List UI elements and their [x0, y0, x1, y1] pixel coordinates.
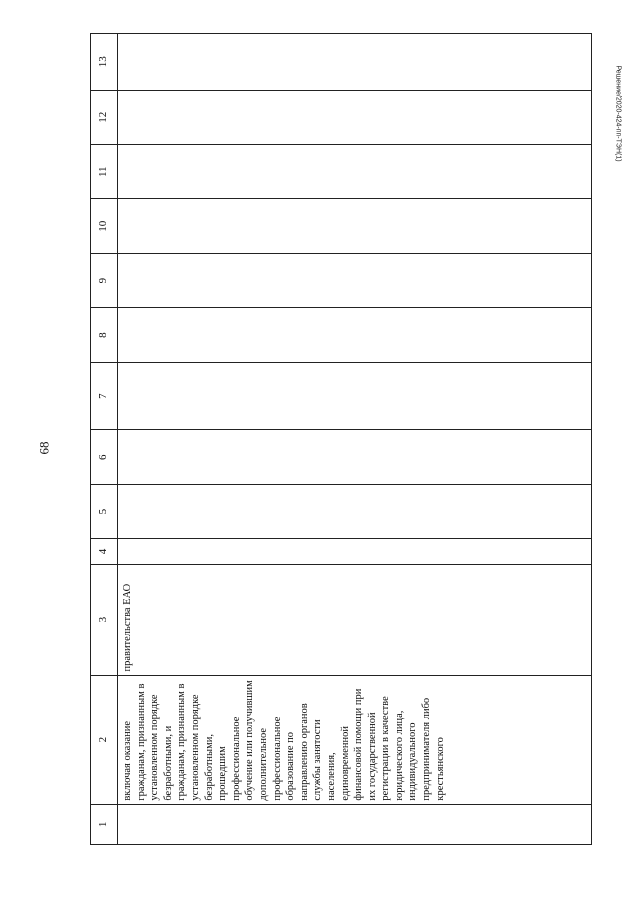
- document-reference-note: Решение/2020-424-пп-ТЭН(1): [614, 65, 622, 162]
- rotated-table-wrapper: [90, 33, 592, 845]
- table-cell: [118, 145, 592, 199]
- table-cell: [118, 199, 592, 253]
- measure-description-text: включая оказание гражданам, признанным в установленном порядке безработными, и гражданам, признанным в установленном порядке безработными, прошедшим профессиональное обучение или получившим дополнительное профессиональное образование по направлению органов службы занятости населения, единовременной финансовой помощи при их государственной регистрации в качестве юридического лица, индивидуального предпринимателя либо крестьянского: [122, 680, 446, 801]
- column-header: 9: [91, 253, 118, 307]
- column-header: 3: [91, 564, 118, 675]
- data-table: [90, 33, 592, 845]
- column-header: 7: [91, 362, 118, 430]
- page-number: 68: [36, 441, 52, 455]
- column-header: 10: [91, 199, 118, 253]
- column-header: 4: [91, 539, 118, 564]
- table-cell: [118, 362, 592, 430]
- column-header: 6: [91, 430, 118, 484]
- column-header: 2: [91, 675, 118, 804]
- table-cell: [118, 484, 592, 538]
- column-header: 13: [91, 34, 118, 91]
- column-header: 1: [91, 804, 118, 844]
- table-header-row: [91, 34, 118, 845]
- table-cell: [118, 253, 592, 307]
- table-cell: [118, 675, 592, 804]
- column-header: 8: [91, 308, 118, 362]
- column-header: 11: [91, 145, 118, 199]
- table-cell: [118, 34, 592, 91]
- table-cell: [118, 430, 592, 484]
- table-cell: [118, 90, 592, 144]
- column-header: 12: [91, 90, 118, 144]
- table-cell: [118, 804, 592, 844]
- table-row: [118, 34, 592, 845]
- responsible-body-text: правительства ЕАО: [122, 583, 133, 672]
- column-header: 5: [91, 484, 118, 538]
- table-cell: [118, 564, 592, 675]
- table-cell: [118, 308, 592, 362]
- table-cell: [118, 539, 592, 564]
